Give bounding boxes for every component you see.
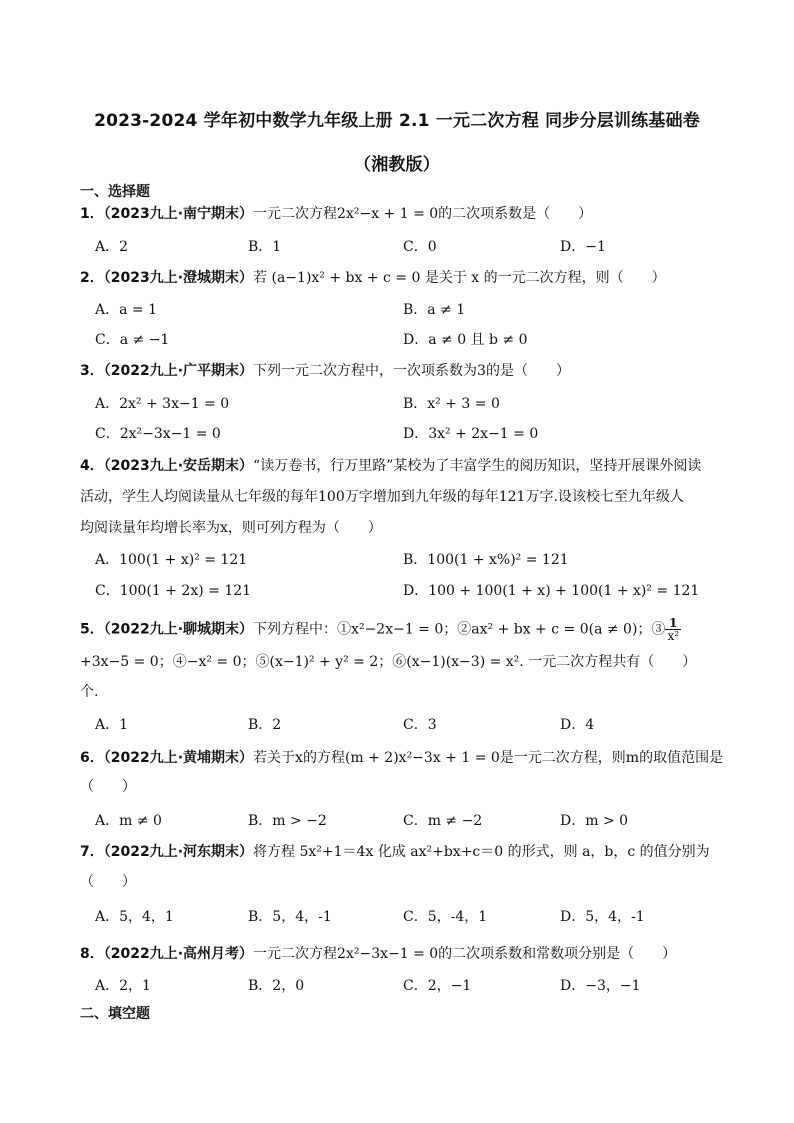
question-number: 7． (80, 844, 104, 860)
question-number: 8． (80, 946, 104, 962)
option-c: C．a ≠ −1 (95, 332, 170, 348)
question-stem-line-2: +3x−5 = 0；④−x² = 0；⑤(x−1)² + y² = 2；⑥(x−1)(x−3) = x². 一元二次方程共有（ ） (80, 654, 697, 670)
question-source: （2022九上·黄埔期末） (103, 750, 254, 766)
question-number: 2． (80, 270, 104, 286)
section-heading-fill-blank: 二、填空题 (80, 1006, 150, 1022)
question-source: （2023九上·澄城期末） (103, 270, 254, 286)
option-a: A．100(1 + x)² = 121 (95, 552, 248, 568)
fraction-denominator: x² (667, 629, 680, 643)
question-stem: 一元二次方程2x²−x + 1 = 0的二次项系数是（ ） (253, 206, 593, 222)
option-b: B．m > −2 (248, 813, 327, 829)
question-3 (80, 361, 570, 381)
question-number: 4． (80, 458, 104, 474)
option-c: C．2，−1 (403, 978, 472, 994)
option-d: D．3x² + 2x−1 = 0 (403, 426, 539, 442)
question-stem-line-1: 若关于x的方程(m + 2)x²−3x + 1 = 0是一元二次方程，则m的取值范围是 (253, 750, 724, 766)
option-d: D．m > 0 (560, 813, 629, 829)
question-number: 5． (80, 621, 104, 638)
option-c: C．0 (403, 239, 437, 255)
question-stem-line-2: （ ） (80, 779, 136, 795)
question-stem: 下列一元二次方程中，一次项系数为3的是（ ） (253, 363, 570, 379)
question-number: 6． (80, 750, 104, 766)
question-5 (80, 617, 681, 642)
option-c: C．3 (403, 717, 437, 733)
option-c: C．m ≠ −2 (403, 813, 483, 829)
question-stem-line-3: 个. (80, 684, 99, 700)
document-subtitle: （湘教版） (354, 155, 440, 175)
question-stem-line-1: 将方程 5x²+1＝4x 化成 ax²+bx+c＝0 的形式，则 a，b，c 的值分别为 (253, 844, 710, 860)
option-d: D．5，4，-1 (560, 909, 645, 925)
question-stem-line-1: 下列方程中：①x²−2x−1 = 0；②ax² + bx + c = 0(a ≠ 0)；③ (253, 621, 666, 638)
question-4 (80, 456, 701, 476)
option-d: D．100 + 100(1 + x) + 100(1 + x)² = 121 (403, 583, 700, 599)
option-b: B．100(1 + x%)² = 121 (403, 552, 569, 568)
question-7 (80, 842, 710, 862)
option-d: D．a ≠ 0 且 b ≠ 0 (403, 332, 528, 348)
option-a: A．m ≠ 0 (95, 813, 162, 829)
question-stem: 若 (a−1)x² + bx + c = 0 是关于 x 的一元二次方程，则（ ） (253, 270, 666, 286)
question-source: （2022九上·河东期末） (103, 844, 254, 860)
section-heading-choice: 一、选择题 (80, 184, 150, 200)
option-b: B．2 (248, 717, 282, 733)
option-a: A．2 (95, 239, 129, 255)
option-b: B．x² + 3 = 0 (403, 396, 500, 412)
option-a: A．1 (95, 717, 129, 733)
question-6 (80, 748, 723, 768)
question-stem-line-1: “读万卷书，行万里路”某校为了丰富学生的阅历知识，坚持开展课外阅读 (253, 458, 702, 474)
option-b: B．a ≠ 1 (403, 302, 466, 318)
option-c: C．2x²−3x−1 = 0 (95, 426, 221, 442)
question-source: （2022九上·高州月考） (103, 946, 254, 962)
question-stem-line-2: （ ） (80, 874, 136, 890)
question-stem-line-2: 活动，学生人均阅读量从七年级的每年100万字增加到九年级的每年121万字.设该校七至九年级人 (80, 489, 684, 505)
question-number: 1． (80, 206, 104, 222)
option-d: D．−1 (560, 239, 606, 255)
question-source: （2022九上·聊城期末） (103, 621, 254, 638)
option-a: A．5，4，1 (95, 909, 174, 925)
question-1 (80, 204, 592, 224)
fraction (665, 617, 681, 642)
question-source: （2022九上·广平期末） (103, 363, 254, 379)
question-source: （2023九上·安岳期末） (103, 458, 254, 474)
question-8 (80, 944, 676, 964)
option-a: A．a = 1 (95, 302, 157, 318)
question-stem-line-3: 均阅读量年均增长率为x，则可列方程为（ ） (80, 520, 382, 536)
document-title: 2023-2024 学年初中数学九年级上册 2.1 一元二次方程 同步分层训练基础卷 (94, 111, 700, 131)
option-c: C．5，-4，1 (403, 909, 488, 925)
option-a: A．2x² + 3x−1 = 0 (95, 396, 230, 412)
option-d: D．−3，−1 (560, 978, 641, 994)
option-c: C．100(1 + 2x) = 121 (95, 583, 252, 599)
question-2 (80, 268, 666, 288)
option-d: D．4 (560, 717, 595, 733)
option-b: B．2，0 (248, 978, 305, 994)
question-number: 3． (80, 363, 104, 379)
fraction-numerator: 1 (665, 617, 681, 630)
option-a: A．2，1 (95, 978, 151, 994)
option-b: B．1 (248, 239, 282, 255)
option-b: B．5，4，-1 (248, 909, 332, 925)
question-stem: 一元二次方程2x²−3x−1 = 0的二次项系数和常数项分别是（ ） (253, 946, 677, 962)
question-source: （2023九上·南宁期末） (103, 206, 254, 222)
